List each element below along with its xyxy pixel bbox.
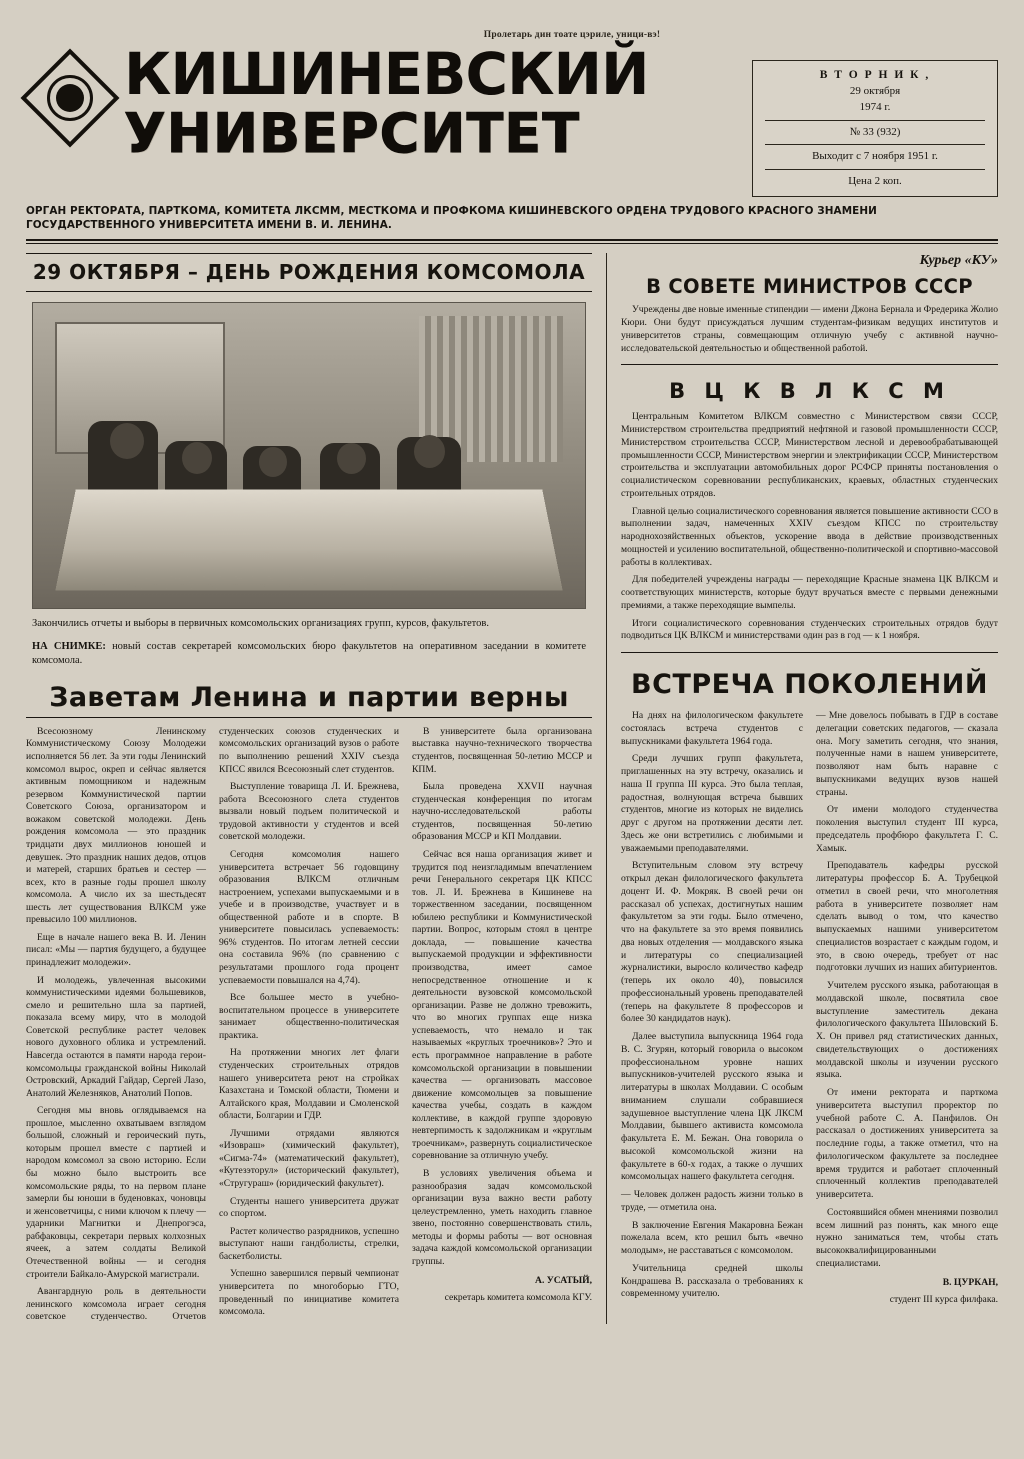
courier-label: Курьер «КУ»: [919, 253, 998, 269]
meeting-paragraph: Учителем русского языка, работающая в молдавской школе, посвятила свое выступление заместитель декана филологического факультета Шиловский Б. Х. Он привел ряд статистических данных, свидетельствующих о достижениях молдавской школы и изучении русского языка.: [816, 980, 998, 1081]
article-signature-name: А. УСАТЫЙ,: [535, 1274, 592, 1286]
komsomol-day-banner: 29 ОКТЯБРЯ – ДЕНЬ РОЖДЕНИЯ КОМСОМОЛА: [26, 253, 592, 292]
article-signature-role: секретарь комитета комсомола КГУ.: [444, 1292, 592, 1304]
slogan-text: Пролетарь дин тоате цэриле, уници-вэ!: [483, 30, 661, 40]
meeting-paragraph: Вступительным словом эту встречу открыл декан филологического факультета доцент И. Ф. Мокряк. В своей речи он рассказал об успехах, достигнутых нашим факультетом за эти годы. Было отмечено, что на факультете за это время появились два новых отделения — молдавского языка и литературы со специализацией журналистики, выросло количество кафедр (теперь их около 40), повысился профессиональный уровень преподавателей (теперь на факультете 8 профессоров и более 30 кандидатов наук).: [621, 860, 803, 1025]
issue-price: Цена 2 коп.: [848, 175, 902, 188]
meeting-signature-role: студент III курса филфака.: [889, 1294, 998, 1306]
issue-number: № 33 (932): [849, 125, 901, 138]
university-emblem-icon: [26, 52, 114, 144]
generations-meeting-headline: ВСТРЕЧА ПОКОЛЕНИЙ: [631, 669, 988, 701]
article-paragraph: В университете была организована выставка научно-технического творчества студентов, посвященная 50-летию МССР и КПМ.: [412, 725, 592, 775]
issue-info-box: [752, 60, 998, 197]
photo-caption-body: новый состав секретарей комсомольских бюро факультетов на оперативном заседании в комитете комсомола.: [32, 640, 586, 666]
meeting-paragraph: В заключение Евгения Макаровна Бежан пожелала всем, кто решил быть «вечно молодым», не расставаться с комсомолом.: [621, 1219, 803, 1257]
photo-caption-lead: НА СНИМКЕ:: [32, 640, 106, 652]
cc-vlksm-headline: В Ц К В Л К С М: [669, 379, 950, 404]
article-paragraph: Сегодня комсомолия нашего университета встречает 56 годовщину образования ВЛКСМ отличным настроением, успехами выпускаемыми и в учебе и в производстве, участвует и в общественной работе и в спорте. В университете повысилась успеваемость: 96% студентов. По итогам летней сессии она составила 96% (по сравнению с результатами прошлого года процент успеваемости повышался на 4,74).: [219, 848, 399, 986]
main-article-title: Заветам Ленина и партии верны: [49, 681, 569, 713]
masthead-subtitle: ОРГАН РЕКТОРАТА, ПАРТКОМА, КОМИТЕТА ЛКСММ, МЕСТКОМА И ПРОФКОМА КИШИНЕВСКОГО ОРДЕНА ТРУДОВОГО КРАСНОГО ЗНАМЕНИ ГОСУДАРСТВЕННОГО УНИВЕРСИТЕТА ИМЕНИ В. И. ЛЕНИНА.: [26, 205, 877, 231]
article-paragraph: В условиях увеличения объема и разнообразия задач комсомольской организации вуза важно вести работу целеустремленно, уметь находить главное звено, постоянно совершенствовать стиль, методы и формы работы — вот основная задача каждой комсомольской организации группы.: [412, 1168, 592, 1267]
article-paragraph: Еще в начале нашего века В. И. Ленин писал: «Мы — партия будущего, а будущее принадлежит молодежи».: [26, 931, 206, 969]
article-paragraph: Успешно завершился первый чемпионат университета по многоборью ГТО, проведенный по инициативе комитета комсомола.: [219, 1268, 399, 1318]
issue-founded: Выходит с 7 ноября 1951 г.: [812, 150, 938, 163]
article-paragraph: На протяжении многих лет флаги студенческих строительных отрядов нашего университета реют на стройках Казахстана и Томской области, Тюмени и Алтайского края, Молдавии и Смоленской области, Болгарии и ГДР.: [219, 1047, 399, 1122]
sovmin-headline: В СОВЕТЕ МИНИСТРОВ СССР: [646, 275, 973, 299]
meeting-paragraph: Преподаватель кафедры русской литературы профессор Б. А. Трубецкой отметил в своей речи, что многолетняя работа в университете позволяет нам сделать вывод о том, что качество выпускаемых нашими университетом специалистов возрастает с каждым годом, и это, в свою очередь, требует от нас подготовки лучших из наших абитуриентов.: [816, 860, 998, 974]
issue-weekday: В Т О Р Н И К ,: [819, 69, 931, 81]
meeting-paragraph: — Мне довелось побывать в ГДР в составе делегации советских педагогов, — сказала она. Могу заметить сегодня, что знания, полученные нами в нашем университете, позволяют нам быть наравне с выпускниками ведущих вузов нашей страны.: [816, 710, 998, 798]
article-paragraph: Растет количество разрядников, успешно выступают наши гандболисты, стрелки, баскетболисты.: [219, 1225, 399, 1262]
masthead: [26, 30, 998, 244]
article-paragraph: Лучшими отрядами являются «Изовраш» (химический факультет), «Сигма-74» (математический факультет), «Кутезэторул» (исторический факультет), «Стругураш» (юридический факультет).: [219, 1127, 399, 1190]
article-paragraph: Все большее место в учебно-воспитательном процессе в университете занимает общественно-политическая практика.: [219, 992, 399, 1041]
cc-paragraph: Для победителей учреждены награды — переходящие Красные знамена ЦК ВЛКСМ и соответствующих министерств, которые будут вручаться вместе с первыми денежными премиями, а также переходящие вымпелы.: [621, 574, 998, 611]
meeting-paragraph: На днях на филологическом факультете состоялась встреча студентов с выпускниками факультета 1964 года.: [621, 710, 803, 747]
meeting-paragraph: От имени ректората и парткома университета выступил проректор по учебной работе С. А. Панфилов. Он рассказал о достижениях университета за последние годы, а также отметил, что на филологическом факультете за последнее время трудится и работает сплоченный сплоченный коллектив преподавателей университета.: [816, 1087, 998, 1201]
article-paragraph: Авангардную роль в деятельности ленинского комсомола играет сегодня советское студенчество. Отчетов студенческих союзов студенческих и комсомольских организаций вузов о работе по выполнению решений XXIV съезда КПСС явился Всесоюзный слет студентов.: [26, 725, 399, 1323]
issue-date: 29 октября: [849, 84, 901, 97]
sovmin-body: [621, 304, 998, 355]
article-paragraph: Всесоюзному Ленинскому Коммунистическому Союзу Молодежи исполняется 56 лет. За эти годы Ленинский комсомол вырос, окреп и сейчас является активным помощником и надежным резервом Коммунистической партии Советского Союза, организатором и вожаком советской молодежи. День рождения комсомола — это праздник тридцати двух миллионов юношей и девушек. Это праздник наших дедов, отцов и матерей, старших братьев и сестер — всех, кто в разные годы прошел школу комсомола. А число их за шестьдесят шесть лет существования ВЛКСМ уже превысило 100 миллионов.: [26, 725, 206, 926]
cc-paragraph: Итоги социалистического соревнования студенческих строительных отрядов будут подводиться ЦК ВЛКСМ и министерствами один раз в год — к 1 ноября.: [621, 617, 998, 642]
photo-caption-2: [32, 640, 586, 668]
paper-title-line-2: УНИВЕРСИТЕТ: [124, 101, 581, 165]
left-column: [26, 253, 592, 1323]
article-paragraph: И молодежь, увлеченная высокими коммунистическими идеями большевиков, смело и решительно шла за партией, показала всему миру, что в молодой Советской республике растет человек нового духовного облика и устремлений. Навсегда остаются в памяти народа герои-комсомольцы гражданской войны Николай Островский, Аркадий Гайдар, Сергей Лазо, Анатолий Железняков, Анатолий Попов.: [26, 974, 206, 1099]
meeting-signature-name: В. ЦУРКАН,: [942, 1276, 998, 1288]
meeting-paragraph: Учительница средней школы Кондрашева В. рассказала о требованиях к современному учителю.: [621, 1262, 803, 1300]
right-column: [606, 253, 998, 1323]
meeting-paragraph: От имени молодого студенчества поколения выступил студент III курса, председатель профбюро факультета Г. С. Хамык.: [816, 804, 998, 854]
article-paragraph: Выступление товарища Л. И. Брежнева, работа Всесоюзного слета студентов вызвали новый подъем политической и трудовой активности у студентов и всей советской молодежи.: [219, 781, 399, 843]
photo-caption-1: Закончились отчеты и выборы в первичных комсомольских организациях групп, курсов, факультетов.: [32, 618, 489, 630]
cc-vlksm-body: [621, 411, 998, 643]
meeting-paragraph: Далее выступила выпускница 1964 года В. С. Згурян, который говорила о высоком профессиональном уровне наших выпускников-учителей русского языка и литературы в школах Молдавии. С особым вниманием слушали собравшиеся задушевное выступление члена ЦК ЛКСМ Молдавии, бывшего активиста комсомола факультета Е. М. Бежан. Она говорила о высокой комсомольской жизни на факультете в 60-х годах, а также о лучших комсомольцах нашего факультета сегодня.: [621, 1031, 803, 1183]
article-paragraph: Сегодня мы вновь оглядываемся на прошлое, мысленно охватываем взглядом большой, сложный и героический путь, которым прошел вместе с партией и народом комсомол за свою историю. Если бы можно было выстроить все комсомольские ряды, то на первом плане замерли бы юноши в буденовках, чоновцы и женсоветчицы, с ними ключом к плечу — ударники Магнитки и Днепрогэса, рабфаковцы, секретари первых колхозных ячеек, а затем солдаты Великой Отечественной войны — и сегодня строители Байкало-Амурской магистрали.: [26, 1105, 206, 1280]
meeting-paragraph: — Человек должен радость жизни только в труде, — отметила она.: [621, 1189, 803, 1213]
article-paragraph: Студенты нашего университета дружат со спортом.: [219, 1195, 399, 1220]
article-paragraph: Сейчас вся наша организация живет и трудится под неизгладимым впечатлением речи Генерального секретаря ЦК КПСС тов. Л. И. Брежнева в Кишиневе на торжественном заседании, посвященном юбилею республики и Коммунистической партии. Вопрос, которым стоял в центре доклада, — повышение качества выпускаемой продукции и эффективности производства, имеет самое непосредственное отношение и к деятельности вузовской комсомольской организации. Разве не должно тревожить, что во многих группах еще низка успеваемость, что немало и так называемых «круглых троечников»? Это и есть программное направление в работе комсомольской организации в повышении качества — организовать массовое движение комсомольцев за повышение качества учебы, создать в каждом коллективе, в каждой группе здоровую невтерпимость к задолжникам и «круглым троечникам», развернуть социалистическое соревнование за отличную учебу.: [412, 848, 592, 1162]
article-paragraph: Была проведена XXVII научная студенческая конференция по итогам научно-исследовательской работы студентов, посвященная 50-летию образования МССР и КП Молдавии.: [412, 781, 592, 843]
main-article-body: [26, 726, 592, 1324]
issue-year: 1974 г.: [859, 100, 891, 113]
cc-paragraph: Главной целью социалистического соревнования является повышение активности ССО в выполнении задач, намеченных XXIV съездом КПСС по строительству народнохозяйственных объектов, ускорение ввода в действие производственных мощностей и усилению воспитательной, общественно-политической и спортивно-массовой работы в коллективах.: [621, 505, 998, 568]
meeting-paragraph: Состоявшийся обмен мнениями позволил всем лишний раз понять, как много еще нужно заниматься тем, чтобы стать высококвалифицированными специалистами.: [816, 1206, 998, 1269]
meeting-photo: [32, 302, 586, 609]
generations-meeting-body: [621, 710, 998, 1309]
cc-paragraph: Центральным Комитетом ВЛКСМ совместно с Министерством связи СССР, Министерством строительства предприятий нефтяной и газовой промышленности СССР, Министерством строительства СССР, Министерством лесной и деревообрабатывающей промышленности СССР, Министерством энергии и электрификации СССР, Министерством строительства и эксплуатации автомобильных дорог РСФСР приняты постановления о социалистическом соревновании республиканских, краевых, областных студенческих строительных отрядов.: [621, 411, 998, 499]
paper-title-line-1: КИШИНЕВСКИЙ: [124, 40, 649, 108]
meeting-paragraph: Среди лучших групп факультета, приглашенных на эту встречу, оказались и наша II группа III курса. Это была теплая, радостная, волнующая встреча бывших студентов, многие из которых не виделись друг с другом на протяжении десяти лет. Здесь же они встретились с любимыми и уважаемыми преподавателями.: [621, 753, 803, 854]
sovmin-paragraph: Учреждены две новые именные стипендии — имени Джона Бернала и Фредерика Жолио Кюри. Они будут присуждаться лучшим студентам-физикам ведущих институтов и университетов страны, совмещающим отличную учебу с активной научно-исследовательской деятельностью и общественной работой.: [621, 304, 998, 354]
